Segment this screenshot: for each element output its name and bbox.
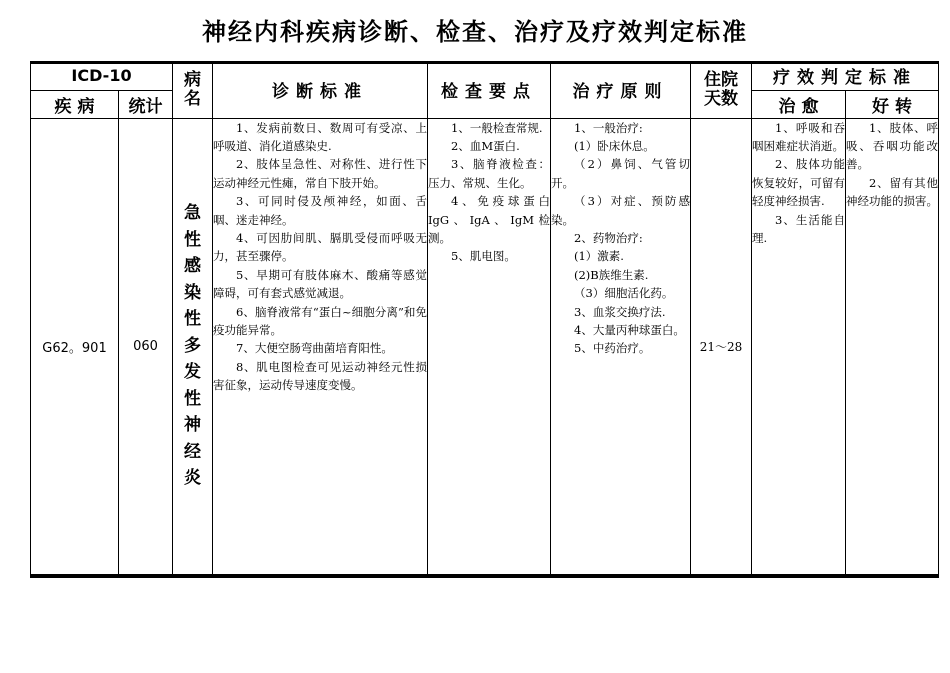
improve-criteria [846, 118, 939, 574]
cure-item: 1、呼吸和吞咽困难症状消逝。 [752, 120, 845, 153]
treatment-item: (1）激素. [574, 249, 624, 264]
treatment-item: 4、大量丙种球蛋白。 [574, 322, 685, 337]
header-disease-name [173, 62, 213, 118]
exam-item: 4、免疫球蛋白IgG、IgA、IgM检测。 [428, 194, 550, 245]
table-bottom-rule [30, 575, 939, 578]
treatment-item: (1）卧床休息。 [574, 138, 655, 153]
stat-code: 060 [119, 118, 173, 574]
treatment-item: (2)B族维生素. [574, 267, 649, 282]
header-disease: 疾 病 [31, 90, 119, 118]
treatment-item: （2）鼻饲、气管切开。 [551, 157, 690, 190]
treatment-item: 2、药物治疗: [574, 230, 643, 245]
disease-char: 性 [184, 388, 201, 409]
diagnosis-criteria [213, 118, 428, 574]
icd-code: G62。901 [31, 118, 119, 574]
disease-char: 染 [184, 282, 201, 303]
disease-char: 发 [184, 362, 201, 383]
diagnosis-item: 2、肢体呈急性、对称性、进行性下运动神经元性瘫，常自下肢开始。 [213, 157, 427, 190]
disease-char: 神 [184, 415, 201, 436]
disease-char: 急 [184, 203, 201, 224]
treatment-principles [551, 118, 691, 574]
standards-table [30, 62, 939, 575]
diagnosis-item: 5、早期可有肢体麻木、酸痛等感觉障碍，可有套式感觉减退。 [213, 267, 427, 301]
header-improve: 好 转 [846, 90, 939, 118]
header-name-bottom: 名 [184, 88, 201, 109]
header-diagnosis: 诊断标准 [213, 62, 428, 118]
exam-item: 2、血M蛋白. [451, 138, 520, 153]
cure-item: 2、肢体功能恢复较好，可留有轻度神经损害. [752, 157, 845, 209]
hospital-days: 21～28 [691, 118, 752, 574]
diagnosis-item: 4、可因肋间肌、膈肌受侵而呼吸无力，甚至骤停。 [213, 230, 427, 264]
disease-char: 炎 [184, 468, 201, 489]
exam-item: 3、脑脊液检查：压力、常规、生化。 [428, 157, 550, 190]
diagnosis-item: 1、发病前数日、数周可有受凉、上呼吸道、消化道感染史. [213, 120, 427, 153]
treatment-item: 1、一般治疗: [574, 120, 643, 135]
treatment-item: （3）细胞活化药。 [574, 286, 674, 301]
header-days-bottom: 天数 [704, 88, 738, 109]
improve-item: 2、留有其他神经功能的损害。 [846, 175, 938, 209]
diagnosis-item: 6、脑脊液常有“蛋白~细胞分离”和免疫功能异常。 [213, 304, 427, 337]
header-exam: 检查要点 [428, 62, 551, 118]
diagnosis-item: 7、大便空肠弯曲菌培育阳性。 [236, 341, 393, 356]
header-icd: ICD-10 [31, 62, 173, 90]
header-days [691, 62, 752, 118]
exam-item: 5、肌电图。 [451, 249, 516, 264]
treatment-item: 5、中药治疗。 [574, 341, 651, 356]
disease-char: 感 [184, 256, 201, 277]
header-efficacy: 疗效判定标准 [752, 62, 939, 90]
page-title: 神经内科疾病诊断、检查、治疗及疗效判定标准 [202, 18, 748, 46]
exam-item: 1、一般检查常规. [451, 120, 543, 135]
disease-char: 多 [184, 335, 201, 356]
cure-item: 3、生活能自理. [752, 212, 845, 245]
diagnosis-item: 8、肌电图检查可见运动神经元性损害征象，运动传导速度变慢。 [213, 359, 427, 393]
diagnosis-item: 3、可同时侵及颅神经，如面、舌咽、迷走神经。 [213, 194, 427, 227]
header-stat: 统计 [119, 90, 173, 118]
disease-char: 性 [184, 229, 201, 250]
treatment-item: （3）对症、预防感染。 [551, 194, 690, 227]
header-cure: 治 愈 [752, 90, 846, 118]
header-name-top: 病 [184, 69, 201, 90]
improve-item: 1、肢体、呼吸、吞咽功能改善。 [846, 120, 938, 172]
disease-name [173, 118, 213, 574]
treatment-item: 3、血浆交换疗法. [574, 304, 666, 319]
disease-char: 经 [184, 441, 201, 462]
disease-char: 性 [184, 309, 201, 330]
cure-criteria [752, 118, 846, 574]
header-treatment: 治疗原则 [551, 62, 691, 118]
exam-points [428, 118, 551, 574]
header-days-top: 住院 [704, 69, 738, 90]
table-row [31, 118, 939, 574]
